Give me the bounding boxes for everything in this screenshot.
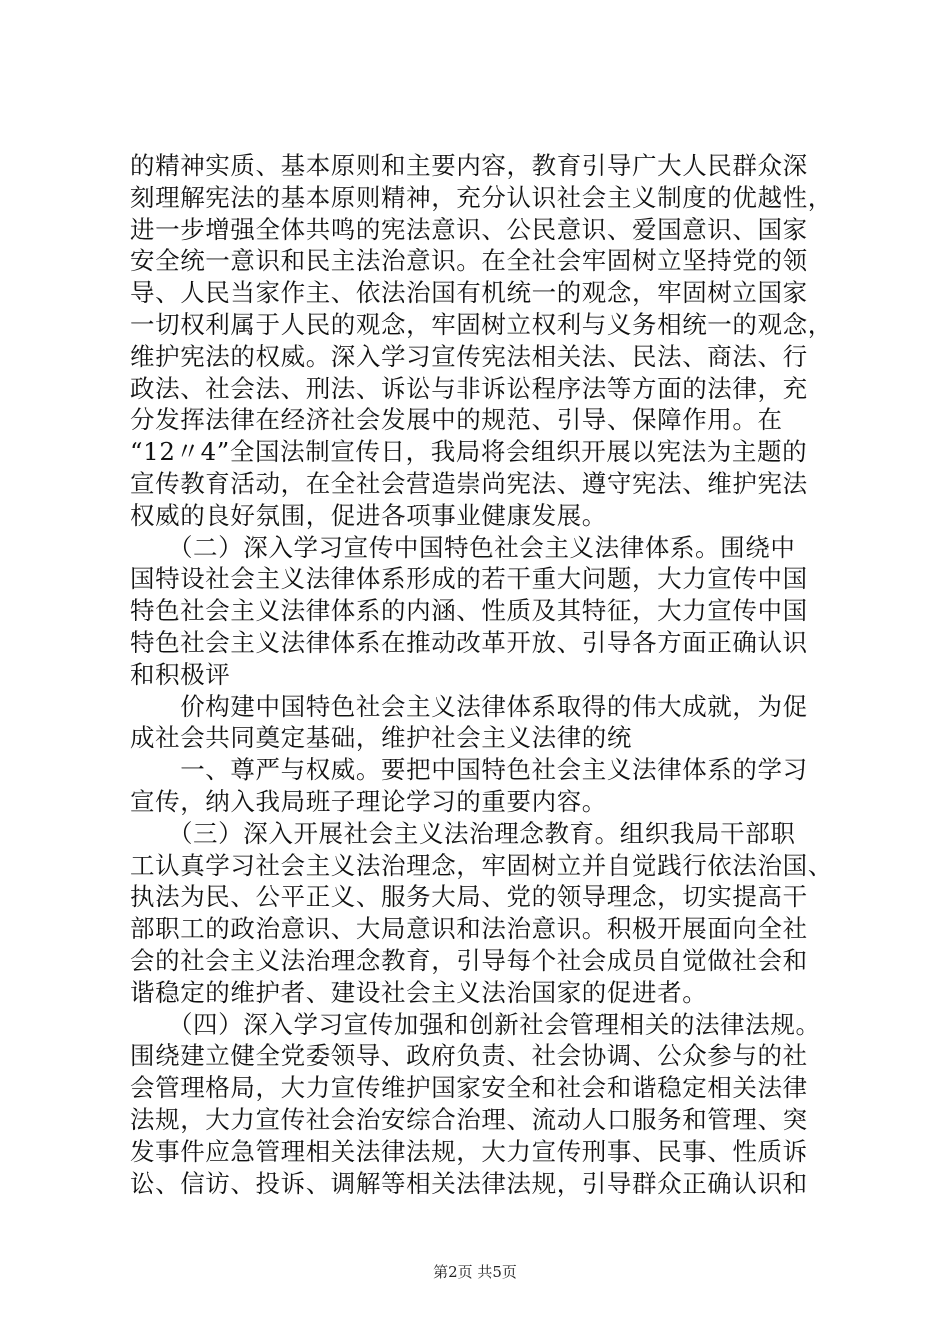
text-line: 宣传，纳入我局班子理论学习的重要内容。 xyxy=(130,786,607,816)
text-line: 维护宪法的权威。深入学习宣传宪法相关法、民法、商法、行 xyxy=(130,341,808,371)
text-line: （四）深入学习宣传加强和创新社会管理相关的法律法规。 xyxy=(130,1009,821,1039)
text-line: 权威的良好氛围，促进各项事业健康发展。 xyxy=(130,500,607,530)
text-line: 成社会共同奠定基础，维护社会主义法律的统 xyxy=(130,723,632,753)
text-line: 宣传教育活动，在全社会营造崇尚宪法、遵守宪法、维护宪法 xyxy=(130,468,808,498)
text-line: 特色社会主义法律体系的内涵、性质及其特征，大力宣传中国 xyxy=(130,596,808,626)
text-line: 围绕建立健全党委领导、政府负责、社会协调、公众参与的社 xyxy=(130,1041,808,1071)
text-line: 法规，大力宣传社会治安综合治理、流动人口服务和管理、突 xyxy=(130,1104,808,1134)
text-line: 一、尊严与权威。要把中国特色社会主义法律体系的学习 xyxy=(130,755,808,785)
text-line: 进一步增强全体共鸣的宪法意识、公民意识、爱国意识、国家 xyxy=(130,214,808,244)
text-line: （三）深入开展社会主义法治理念教育。组织我局干部职 xyxy=(130,818,796,848)
text-line: 的精神实质、基本原则和主要内容，教育引导广大人民群众深 xyxy=(130,151,808,180)
document-body xyxy=(130,150,850,1199)
text-line: 工认真学习社会主义法治理念，牢固树立并自觉践行依法治国、 xyxy=(130,850,833,880)
text-line: 和积极评 xyxy=(130,659,231,689)
text-line: 一切权利属于人民的观念，牢固树立权利与义务相统一的观念， xyxy=(130,309,833,339)
text-line: 谐稳定的维护者、建设社会主义法治国家的促进者。 xyxy=(130,977,708,1007)
text-line: （二）深入学习宣传中国特色社会主义法律体系。围绕中 xyxy=(130,532,796,562)
text-line: 刻理解宪法的基本原则精神，充分认识社会主义制度的优越性， xyxy=(130,182,833,212)
text-line: 分发挥法律在经济社会发展中的规范、引导、保障作用。在 xyxy=(130,405,783,435)
page-indicator: 第2页 共5页 xyxy=(433,1263,517,1281)
text-line: 导、人民当家作主、依法治国有机统一的观念，牢固树立国家 xyxy=(130,278,808,308)
text-line: 会的社会主义法治理念教育，引导每个社会成员自觉做社会和 xyxy=(130,945,808,975)
text-line: 安全统一意识和民主法治意识。在全社会牢固树立坚持党的领 xyxy=(130,246,808,276)
text-line: 部职工的政治意识、大局意识和法治意识。积极开展面向全社 xyxy=(130,914,808,944)
text-line: “12〃4”全国法制宣传日，我局将会组织开展以宪法为主题的 xyxy=(130,437,808,467)
text-line: 发事件应急管理相关法律法规，大力宣传刑事、民事、性质诉 xyxy=(130,1136,808,1166)
text-line: 国特设社会主义法律体系形成的若干重大问题，大力宣传中国 xyxy=(130,564,808,594)
text-line: 讼、信访、投诉、调解等相关法律法规，引导群众正确认识和 xyxy=(130,1168,808,1198)
text-line: 会管理格局，大力宣传维护国家安全和社会和谐稳定相关法律 xyxy=(130,1073,808,1103)
text-line: 政法、社会法、刑法、诉讼与非诉讼程序法等方面的法律，充 xyxy=(130,373,808,403)
text-line: 执法为民、公平正义、服务大局、党的领导理念，切实提高干 xyxy=(130,882,808,912)
text-line: 价构建中国特色社会主义法律体系取得的伟大成就，为促 xyxy=(130,691,808,721)
text-line: 特色社会主义法律体系在推动改革开放、引导各方面正确认识 xyxy=(130,627,808,657)
